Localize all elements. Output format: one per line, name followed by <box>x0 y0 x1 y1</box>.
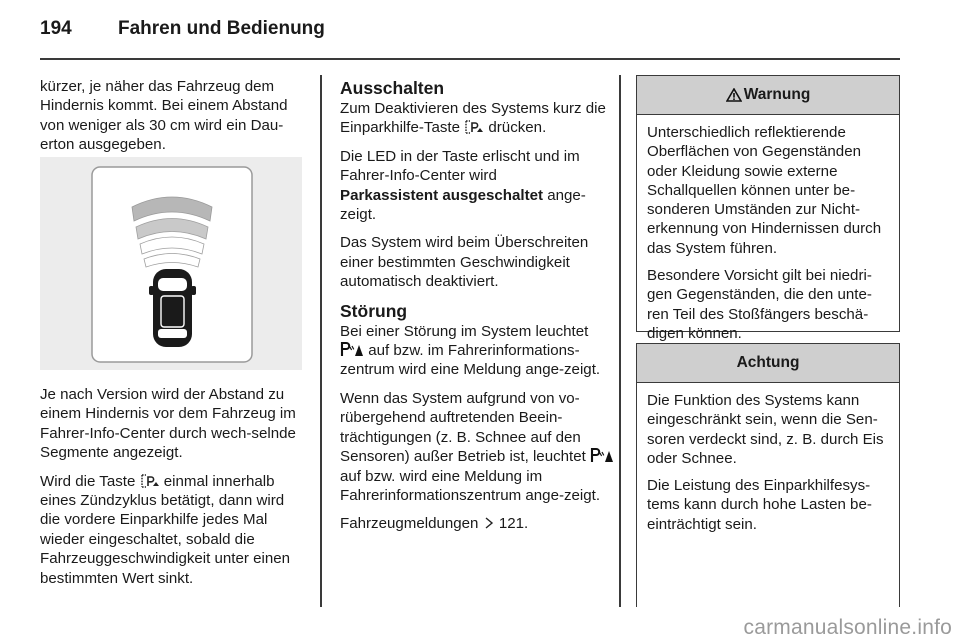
paragraph-text: einmal innerhalb eines Zündzyklus betätigt, dann wird die vordere Einparkhilfe jedes Mal wieder eingeschaltet, sobald die Fahrzeuggeschwindigkeit unter einen bestimmten Wert sinkt. <box>40 472 291 587</box>
column-divider-right <box>619 75 621 607</box>
parking-sensor-figure <box>40 157 302 370</box>
paragraph <box>340 99 615 138</box>
paragraph: Besondere Vorsicht gilt bei niedri-gen Gegenständen, die den unte-ren Teil des Stoßfängers beschä-digen können. <box>647 267 872 342</box>
warning-box-body <box>637 115 899 343</box>
page-reference-arrow-icon <box>483 516 495 530</box>
warning-box-header <box>637 76 899 115</box>
paragraph <box>340 322 615 380</box>
paragraph: Die Leistung des Einparkhilfesys-tems kann durch hohe Lasten be-einträchtigt sein. <box>647 477 872 533</box>
paragraph-text: Wird die Taste <box>40 472 136 490</box>
cross-reference[interactable] <box>340 514 615 533</box>
paragraph-text: auf bzw. im Fahrerinformations-zentrum wird eine Meldung ange-zeigt. <box>340 342 601 379</box>
caution-box-body <box>637 383 899 534</box>
park-assist-warning-icon <box>590 447 614 463</box>
paragraph <box>40 472 308 588</box>
paragraph <box>340 147 615 186</box>
column-1 <box>40 77 308 164</box>
column-2 <box>340 78 615 543</box>
paragraph-text: Zum Deaktivieren des Systems kurz die Einparkhilfe-Taste <box>340 100 606 137</box>
paragraph-text: drücken. <box>488 119 547 137</box>
column-divider-left <box>320 75 322 607</box>
warning-box <box>636 75 900 342</box>
paragraph-text: Fahrzeugmeldungen <box>340 515 479 533</box>
paragraph-text: ange-zeigt. <box>340 186 586 224</box>
watermark: carmanualsonline.info <box>743 616 952 639</box>
park-assist-warning-icon <box>340 341 364 357</box>
section-heading-stoerung: Störung <box>340 300 408 321</box>
paragraph-text: Wenn das System aufgrund von vo-rübergehend auftretenden Beein-trächtigungen (z. B. Schnee auf den Sensoren) außer Betrieb ist, leuchtet <box>340 389 586 466</box>
column-1-lower <box>40 385 308 597</box>
paragraph: Das System wird beim Überschreiten einer bestimmten Geschwindigkeit automatisch deaktiviert. <box>340 234 589 291</box>
paragraph-text: Die LED in der Taste erlischt und im Fahrer-Info-Center wird <box>340 147 580 185</box>
warning-box-title: Warnung <box>743 86 811 103</box>
display-message: Parkassistent ausgeschaltet <box>340 186 544 204</box>
caution-box-title: Achtung <box>736 354 800 371</box>
paragraph <box>340 389 615 505</box>
parking-display-illustration <box>40 157 302 370</box>
paragraph: Die Funktion des Systems kann eingeschränkt sein, wenn die Sen-soren verdeckt sind, z. B. durch Eis oder Schnee. <box>647 392 884 467</box>
section-heading-ausschalten: Ausschalten <box>340 78 445 98</box>
park-assist-button-icon <box>464 120 484 134</box>
page-number: 194 <box>40 18 72 39</box>
paragraph <box>340 186 615 225</box>
paragraph: Je nach Version wird der Abstand zu einem Hindernis vor dem Fahrzeug im Fahrer-Info-Center durch wech-selnde Segmente angezeigt. <box>40 386 296 462</box>
warning-triangle-icon <box>726 88 742 102</box>
park-assist-button-icon <box>140 474 160 488</box>
caution-box-header <box>637 344 899 383</box>
paragraph-text: auf bzw. wird eine Meldung im Fahrerinformationszentrum ange-zeigt. <box>340 467 601 504</box>
paragraph-text: Bei einer Störung im System leuchtet <box>340 322 589 340</box>
caution-box <box>636 343 900 607</box>
paragraph: kürzer, je näher das Fahrzeug dem Hindernis kommt. Bei einem Abstand von weniger als 30 cm wird ein Dau-erton ausgegeben. <box>40 78 288 154</box>
paragraph: Unterschiedlich reflektierende Oberflächen von Gegenständen oder Kleidung sowie externe Schallquellen können unter be-sonderen Umständen zur Nicht-erkennung von Hindernissen durch das System führen. <box>647 124 882 257</box>
page-reference: 121. <box>498 515 529 533</box>
page-title: Fahren und Bedienung <box>118 18 325 39</box>
header-rule <box>40 58 900 60</box>
car-icon <box>149 269 196 347</box>
